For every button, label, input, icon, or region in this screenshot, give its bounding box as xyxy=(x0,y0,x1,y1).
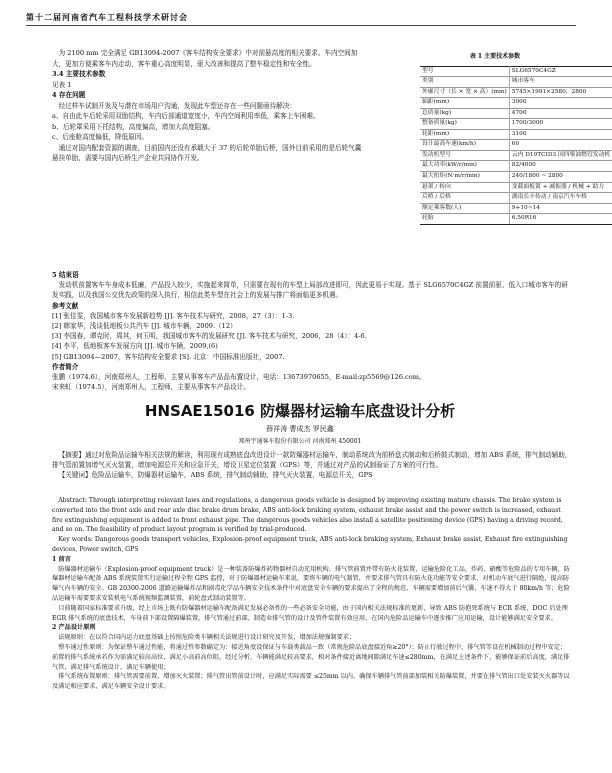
table-cell: 3100 xyxy=(509,129,612,140)
table-row xyxy=(420,203,612,214)
reference-item: [5] GB13094—2007，客车结构安全要求 [S]. 北京：中国标准出版社，2007. xyxy=(52,352,285,361)
table-cell: 云内 D19TCID3 国四柴油燃管发动机 xyxy=(509,150,612,161)
reference-item: [1] 张佳雯，我国城市客车发展新趋势 [J]. 客车技术与研究，2008，27（3）：1-3. xyxy=(52,311,295,320)
table-cell: 城市客车 xyxy=(509,77,612,88)
table-cell: 型号 xyxy=(420,66,509,77)
paragraph: 防爆器材运输车（Explosion-proof equipment truck）是一种装备防爆炸药物器材自动充用机构、排气管前置并带有防火花装置，运输危险化工品、炸药、硝酸等危险品的专用车辆，防爆器材运输车配备 ABS 系统装置实行运输过程全程 GPS 监控，对于防爆器材运输车来说，要将车辆的电气制管，并要求排气管具有防火花功能等安全要求，对机动车底气进行隔绝，提高防爆气内车辆的安全。GB 20300-2006 道路运输爆炸品和剧毒化学品车辆安全技术条件中对底盘安全车辆的要求提出了全程的规范，车辆需要增加前后气囊、车速不得大于 80km/h 等；危险品运输车需要要求安装机电气系统视频监测装置，前轮盘式制动装置等。 xyxy=(52,565,570,602)
reference-item: [2] 韩家华，浅谈低地板公共汽车 [J]. 城市车辆，2009.（12） xyxy=(52,322,237,331)
paragraph: 为 2100 mm 完全满足 GB13094-2007《客车结构安全要求》中对前悬高度的相关要求。车内空间加大，更加方便乘客车内走动，客车重心高度明显，驱大改善和提高了整车稳定性和安全性。 xyxy=(52,49,358,68)
table-cell: 后桥 / 后桥 xyxy=(420,193,509,204)
spec-table-block xyxy=(420,52,611,225)
table-cell: 240/1800 ~ 2800 xyxy=(509,171,612,182)
reference-item: [3] 李国春，谭克时，周其，何玉明，我国城市客车的发展研究 [J]. 客车技术与研究，2006，28（4）：4-6. xyxy=(52,332,367,341)
table-cell: 9+10~14 xyxy=(509,203,612,214)
section-heading: 4 存在问题 xyxy=(52,91,86,99)
table-row xyxy=(420,140,612,151)
spec-table xyxy=(420,66,612,225)
table-caption: 表 1 主要技术参数 xyxy=(469,53,521,60)
table-cell: 外廓尺寸（长 × 宽 × 高）(mm) xyxy=(420,87,509,98)
abstract-cn: 【摘要】通过对危险品运输车相关法规的解读，利用现有成熟底盘改进设计一款防爆器材运输车，制动系统改为前桥盘式制动和后桥鼓式制动，增加 ABS 系统，排气制动辅助，排气管前置加增气灭火装置，增加电源总开关和应急开关，增设卫星定位装置（GPS）等，并通过对产品的试制验证了方案的可行性。 xyxy=(52,451,572,470)
table-cell: 6.50R16 xyxy=(509,214,612,225)
table-cell: 变截面板簧 + 减振器 / 机械 + 助力 xyxy=(509,182,612,193)
table-row xyxy=(420,87,612,98)
table-cell: 设计最高车速(km/h) xyxy=(420,140,509,151)
table-cell: 60 xyxy=(509,140,612,151)
table-row xyxy=(420,98,612,109)
section-heading: 5 结束语 xyxy=(52,271,79,279)
article-body xyxy=(52,496,572,692)
table-row xyxy=(420,171,612,182)
table-cell: 整备质量(kg) xyxy=(420,119,509,130)
paragraph: 排气系统布置原则：排气管需要前置，增加灭火装置；排气管出管前设计时，应满足实际需要 ≤25mm 以内，确保车辆排气管前部加装相关防爆装置，并要在排气管出口处安装灭火器等以及满足相应要求，满足车辆安全设计要求。 xyxy=(52,673,570,691)
keywords-en: Key words: Dangerous goods transport vehicles, Explosion-proof equipment truck, ABS anti-lock braking system, Exhaust brake assist, Exhaust fire extinguishing devices, Power switch, GPS xyxy=(52,536,568,553)
running-header: 第十二届河南省汽车工程科技学术研讨会 xyxy=(26,12,576,26)
paragraph: 目前随着国家标准要求升级，经上市场上既有防爆器材运输车配备满足发展必备性的一些必备安全功能，由于国内相关法规标准的更新，导致 ABS 防抱死系统与 ECR 系统、DOC 后处理 EGR 排气系统的底盘技术，车身前下部设置隔爆装置，排气管通过前部、制造业排气管的设计及管件装置有效应用，在国内危险品运输车中逐步推广应用运输，设计能够满足安全要求。 xyxy=(52,604,568,622)
table-row xyxy=(420,214,612,225)
table-cell: SLG6570C4GZ xyxy=(509,66,612,77)
table-cell: 总质量(kg) xyxy=(420,108,509,119)
table-cell: 额定乘客数(人) xyxy=(420,203,509,214)
paragraph: 经过样车试制开发及与潜在市场用户沟通，发现此车型还存在一些问题亟待解决： xyxy=(58,101,296,110)
article-title: HNSAE15016 防爆器材运输车底盘设计分析 xyxy=(144,402,456,420)
references-heading: 参考文献 xyxy=(52,301,79,310)
table-row xyxy=(420,150,612,161)
table-row xyxy=(420,129,612,140)
table-cell: 轴距(mm) xyxy=(420,98,509,109)
table-cell: 最大扭矩(N·m/r/min) xyxy=(420,171,509,182)
article-affiliation: 郑州宇通客车股份有限公司 河南郑州 450001 xyxy=(238,438,362,445)
keywords-cn: 【关键词】危险品运输车，防爆器材运输车，ABS 系统，排气制动辅助，排气灭火装置，电源总开关，GPS xyxy=(58,471,373,480)
table-row xyxy=(420,182,612,193)
section-heading: 1 前言 xyxy=(52,555,71,563)
section-heading: 3.4 主要技术参数 xyxy=(52,70,106,78)
table-cell: 3000 xyxy=(509,98,612,109)
paragraph: 整车通过性原则：为保证整车通过性能，将通过性参数确定为：接近角度设保证与车载类载品一致（常规危险品底盘接近角≥20°）；防止行驶过程中，排气管等设在机械制动过程中安定；前置的排气系统承若作为需满足较高高位，满足小高前高位阻，经过分析，车辆能满足较高要求，相对条件接近离地间隙满足车速≤280mm，在满足上述条件下，能够保证前后高度，满足排气管，满足排气系统设计，满足车辆使用； xyxy=(52,643,570,671)
table-cell: 类别 xyxy=(420,77,509,88)
abstract-block xyxy=(52,450,572,481)
section-heading: 2 产品设计原则 xyxy=(52,624,96,632)
conclusion-and-references xyxy=(52,270,572,392)
list-item: b、后轮罩采用下托结构，高度偏高，增加大高度阻塞。 xyxy=(52,122,215,131)
table-cell: 1700/3000 xyxy=(509,119,612,130)
left-column xyxy=(52,48,364,164)
table-row xyxy=(420,119,612,130)
table-row xyxy=(420,77,612,88)
table-cell: 最大功率(kW/r/min) xyxy=(420,161,509,172)
article-authors: 薛祥涛 曹成杰 罗民鑫 xyxy=(266,425,334,433)
paragraph: 发动机前置客车车身成本低廉，产品投入较少，实施起来简单，只需要在现有的车型上局部改进即可，因此更易于实现。基于 SLG6570C4GZ 前置前驱、低入口城市客车的研发实践，以及我国公交优先政策的深入执行，相信此类车型在社会上的发展与推广将面临更多机遇。 xyxy=(52,281,568,300)
reference-item: [4] 李平，低地板客车发展方向 [J]. 城市车辆，2009,(6) xyxy=(52,342,218,351)
table-row xyxy=(420,108,612,119)
table-row xyxy=(420,193,612,204)
table-cell: 轮胎 xyxy=(420,214,509,225)
paragraph: 通过对国内配套资源的调查，目前国内还没有承载大于 37 的后轮单胎后桥，国外目前采用的是后轮气囊悬挂单胎，需要与国内后桥生产企业共同协作开发。 xyxy=(52,143,362,162)
abstract-en: Abstract: Through interpreting relevant laws and regulations, a dangerous goods vehicle is designed by improving existing mature chassis. The brake system is converted into the front axle and rear axle disc brake drum brake, ABS anti-lock braking system, exhaust brake assist and the power switch is increased, exhaust fire extinguishing equipment is added to front exhaust pipe. The dangerous goods vehicles also install a satellite positioning device (GPS) having a driving record, and so on. The feasibility of product layout program is verified by trial-produced. xyxy=(52,497,563,534)
author-intro-heading: 作者简介 xyxy=(52,362,79,371)
table-row xyxy=(420,161,612,172)
paragraph: 见表 1 xyxy=(52,80,72,89)
list-item: a、自由此车后轮采用双胎结构，车内后部通道宽度小，车内空间利用率低，乘客上车困难。 xyxy=(52,112,320,120)
table-cell: 82/4000 xyxy=(509,161,612,172)
table-cell: 悬架 / 转向 xyxy=(420,182,509,193)
table-cell: 5745×1991×2580，2800 xyxy=(509,87,612,98)
paragraph: 法规原则：在以符合国内运力底盘基础上按照危险类车辆相关法规进行设计研究及开发，增加法规强制要求； xyxy=(58,634,356,642)
table-row xyxy=(420,66,612,77)
table-cell: 4700 xyxy=(509,108,612,119)
table-cell: 发动机型号 xyxy=(420,150,509,161)
table-cell: 湖南长丰传动 / 南京汽车车桥 xyxy=(509,193,612,204)
author-intro: 张鹏（1974.6），河南郑州人，工程师，主要从事客车产品品布置设计，电话：13673970655，E-mail:zp5569@126.com。 xyxy=(52,373,426,382)
author-intro: 宋来虹（1974.5），河南郑州人，工程师，主要从事客车产品设计。 xyxy=(52,383,250,392)
table-cell: 轮距(mm) xyxy=(420,129,509,140)
list-item: c、后座舱高度偏低，降低原因。 xyxy=(52,133,149,141)
